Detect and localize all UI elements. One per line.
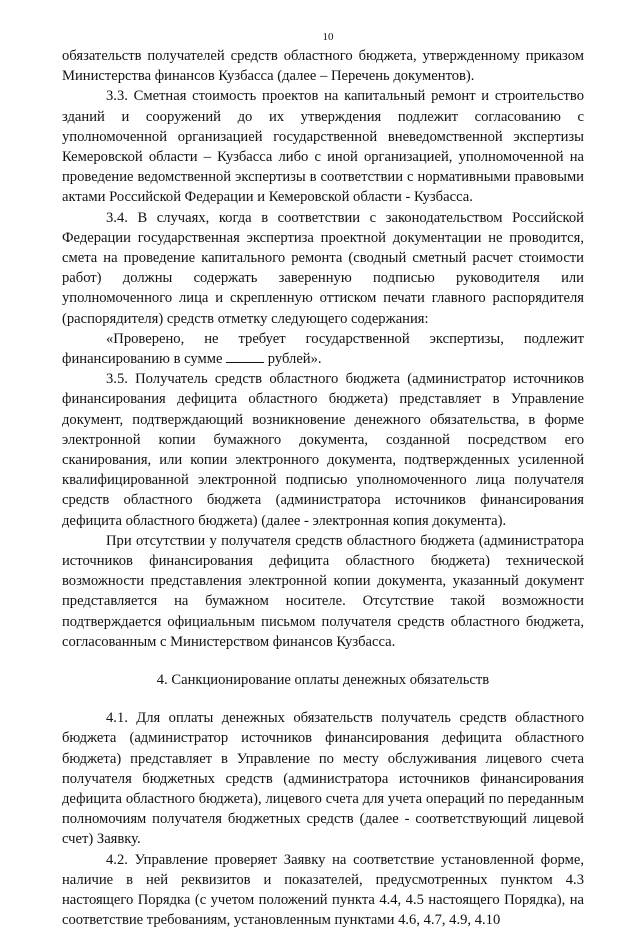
stamp-text-end: рублей». [267,351,322,368]
approval-stamp-text [62,329,584,369]
paragraph-4-1: 4.1. Для оплаты денежных обязательств получатель средств областного бюджета (администратор источников финансирования дефицита областного бюджета) представляет в Управление по месту обслуживания лицевого счета получателя бюджетных средств (администратора источников финансирования дефицита областного бюджета), лицевого счета для учета операций по переданным полномочиям получателя бюджетных средств (далее - соответствующий лицевой счет) Заявку. [62,710,584,848]
paragraph-3-3: 3.3. Сметная стоимость проектов на капитальный ремонт и строительство зданий и сооружений до их утверждения подлежит согласованию с уполномоченной организацией государственной вневедомственной экспертизы Кемеровской области – Кузбасса либо с иной организацией, уполномоченной на проведение ведомственной экспертизы в соответствии с нормативными правовыми актами Российской Федерации и Кемеровской области - Кузбасса. [62,88,584,206]
page-number: 10 [322,31,334,43]
section-4-heading: 4. Санкционирование оплаты денежных обязательств [156,672,490,689]
paragraph-3-5: 3.5. Получатель средств областного бюджета (администратор источников финансирования дефицита областного бюджета) представляет в Управление документ, подтверждающий возникновение денежного обязательства, в форме электронной копии бумажного документа, созданной посредством его сканирования, или копии электронного документа, подтвержденных усиленной квалифицированной электронной подписью уполномоченного лица получателя средств областного бюджета (администратора источников финансирования дефицита областного бюджета) (далее - электронная копия документа). [62,371,584,529]
paragraph-4-2: 4.2. Управление проверяет Заявку на соответствие установленной форме, наличие в ней реквизитов и показателей, предусмотренных пунктом 4.3 настоящего Порядка (с учетом положений пункта 4.4, 4.5 настоящего Порядка), на соответствие требованиям, установленным пунктами 4.6, 4.7, 4.9, 4.10 [62,851,584,929]
paragraph-3-4: 3.4. В случаях, когда в соответствии с законодательством Российской Федерации государственная экспертиза проектной документации не проводится, смета на проведение капитального ремонта (сводный сметный расчет стоимости работ) должны содержать заверенную подписью руководителя или уполномоченного лица и скрепленную оттиском печати главного распорядителя (распорядителя) средств отметку следующего содержания: [62,209,584,327]
stamp-text-start: «Проверено, не требует государственной экспертизы, подлежит финансированию в сумме [62,330,584,368]
paragraph-absence: При отсутствии у получателя средств областного бюджета (администратора источников финансирования дефицита областного бюджета) технической возможности представления электронной копии документа, указанный документ представляется на бумажном носителе. Отсутствие такой возможности подтверждается официальным письмом получателя средств областного бюджета, согласованным с Министерством финансов Кузбасса. [62,532,584,650]
document-page [62,30,584,930]
amount-blank-line [226,350,264,363]
paragraph-continuation: обязательств получателей средств областного бюджета, утвержденному приказом Министерства финансов Кузбасса (далее – Перечень документов). [62,48,584,85]
